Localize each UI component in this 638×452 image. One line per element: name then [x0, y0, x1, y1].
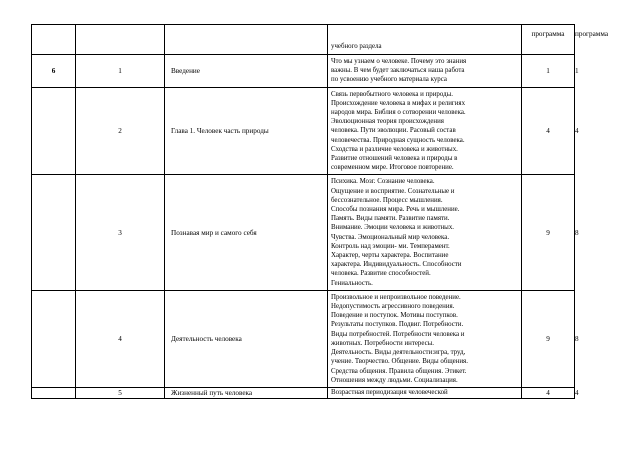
section-title: Жизненный путь человека	[165, 387, 328, 398]
content-line: Произвольное и непроизвольное поведение.	[331, 293, 461, 301]
section-content	[328, 290, 522, 387]
content-line: Контроль над эмоции- ми. Темперамент.	[331, 242, 450, 250]
content-line: Сходства и различие человека и животных.	[331, 145, 458, 153]
content-line: Способы познания мира. Речь и мышление.	[331, 206, 460, 214]
section-title: Глава 1. Человек часть природы	[165, 87, 328, 175]
content-line: современном мире. Итоговое повторение.	[331, 164, 454, 172]
hours-program-a: 4	[522, 387, 575, 398]
content-line: Эволюционная теория происхождения	[331, 118, 444, 126]
content-line: Память. Виды памяти. Развитие памяти.	[331, 215, 450, 223]
content-line: Чувства. Эмоциональный мир человека.	[331, 233, 450, 241]
hours-program-a: 9	[522, 290, 575, 387]
hours-program-a: 9	[522, 175, 575, 290]
lesson-number: 6	[32, 55, 76, 88]
content-line: Результаты поступков. Подвиг. Потребности.	[331, 321, 464, 329]
content-line: человека. Развитие способностей.	[331, 270, 431, 278]
content-line: животных. Потребности интересы.	[331, 339, 434, 347]
content-line: Характер, черты характера. Воспитание	[331, 252, 449, 260]
section-title: Познавая мир и самого себя	[165, 175, 328, 290]
content-line: важны. В чем будет заключаться наша работа	[331, 67, 465, 75]
content-line: народов мира. Библия о сотворении человека.	[331, 109, 466, 117]
section-label-cell: учебного раздела	[328, 25, 522, 55]
table-cell	[76, 25, 165, 55]
content-line: Гениальность.	[331, 279, 373, 287]
section-title: Деятельность человека	[165, 290, 328, 387]
table-row: 6 1 Введение Что мы узнаем о человеке. Почему это знания важны. В чем будет заключаться наша работа по усвоению учебного материала курса 1 1	[32, 55, 575, 88]
table-row: 2 Глава 1. Человек часть природы Связь первобытного человека и природы. Происхождение человека в мифах и религиях народов мира. Библия о сотворении человека. Эволюционная теория происхождения человека. Пути эволюции. Расовый состав человечества. Природная сущность человека. Сходства и различие человека и животных. Развитие отношений человека и природы в современном мире. Итоговое повторение. 4 4	[32, 87, 575, 175]
content-line: Деятельность. Виды деятельности:игра, труд,	[331, 349, 466, 357]
content-line: по усвоению учебного материала курса	[331, 76, 447, 84]
content-line: Возрастная периодизация человеческой	[331, 388, 448, 396]
hours-program-a: 4	[522, 87, 575, 175]
content-line: Связь первобытного человека и природы.	[331, 90, 453, 98]
section-content	[328, 87, 522, 175]
table-cell	[165, 25, 328, 55]
lesson-number	[32, 290, 76, 387]
content-line: бессознательное. Процесс мышления.	[331, 196, 443, 204]
section-number: 4	[76, 290, 165, 387]
program-column-header-a: программа	[522, 25, 575, 55]
section-content	[328, 55, 522, 88]
lesson-number	[32, 87, 76, 175]
table-row: 3 Познавая мир и самого себя Психика. Мозг. Сознание человека. Ощущение и восприятие. Сознательные и бессознательное. Процесс мышления. Способы познания мира. Речь и мышление. Память. Виды памяти. Развитие памяти. Внимание. Эмоции человека и животных. Чувства. Эмоциональный мир человека. Контроль над эмоции- ми. Темперамент. Характер, черты характера. Воспитание характера. Индивидуальность. Способности человека. Развитие способностей. Гениальность. 9 8	[32, 175, 575, 290]
table-cell	[32, 25, 76, 55]
content-line: человечества. Природная сущность человека.	[331, 136, 465, 144]
content-line: Ощущение и восприятие. Сознательные и	[331, 187, 455, 195]
section-content	[328, 175, 522, 290]
section-number: 3	[76, 175, 165, 290]
content-line: Поведение и поступок. Мотивы поступков.	[331, 312, 458, 320]
content-line: Отношения между людьми. Социализация.	[331, 376, 458, 384]
content-line: Психика. Мозг. Сознание человека.	[331, 178, 435, 186]
content-line: Развитие отношений человека и природы в	[331, 155, 458, 163]
content-line: Внимание. Эмоции человека и животных.	[331, 224, 454, 232]
section-content	[328, 387, 522, 398]
content-line: Что мы узнаем о человеке. Почему это знания	[331, 58, 467, 65]
content-line: Средства общения. Правила общения. Этикет.	[331, 367, 467, 375]
content-line: Происхождение человека в мифах и религиях	[331, 99, 466, 107]
hours-program-a: 1	[522, 55, 575, 88]
table-row: 4 Деятельность человека Произвольное и непроизвольное поведение. Недопустимость агрессивного поведения. Поведение и поступок. Мотивы поступков. Результаты поступков. Подвиг. Потребности. Виды потребностей. Потребности человека и животных. Потребности интересы. Деятельность. Виды деятельности:игра, труд, учение. Творчество. Общение. Виды общения. Средства общения. Правила общения. Этикет. Отношения между людьми. Социализация. 9 8	[32, 290, 575, 387]
section-number: 5	[76, 387, 165, 398]
table-header-row: учебного раздела программа программа	[32, 25, 575, 55]
content-line: учение. Творчество. Общение. Виды общения.	[331, 358, 468, 366]
lesson-number	[32, 175, 76, 290]
content-line: человека. Пути эволюции. Расовый состав	[331, 127, 456, 135]
lesson-number	[32, 387, 76, 398]
section-number: 1	[76, 55, 165, 88]
curriculum-table	[31, 24, 609, 399]
content-line: характера. Индивидуальность. Способности	[331, 261, 462, 269]
section-title: Введение	[165, 55, 328, 88]
content-line: Виды потребностей. Потребности человека и	[331, 330, 465, 338]
table-row: 5 Жизненный путь человека Возрастная периодизация человеческой 4 4	[32, 387, 575, 398]
section-number: 2	[76, 87, 165, 175]
content-line: Недопустимость агрессивного поведения.	[331, 303, 455, 311]
